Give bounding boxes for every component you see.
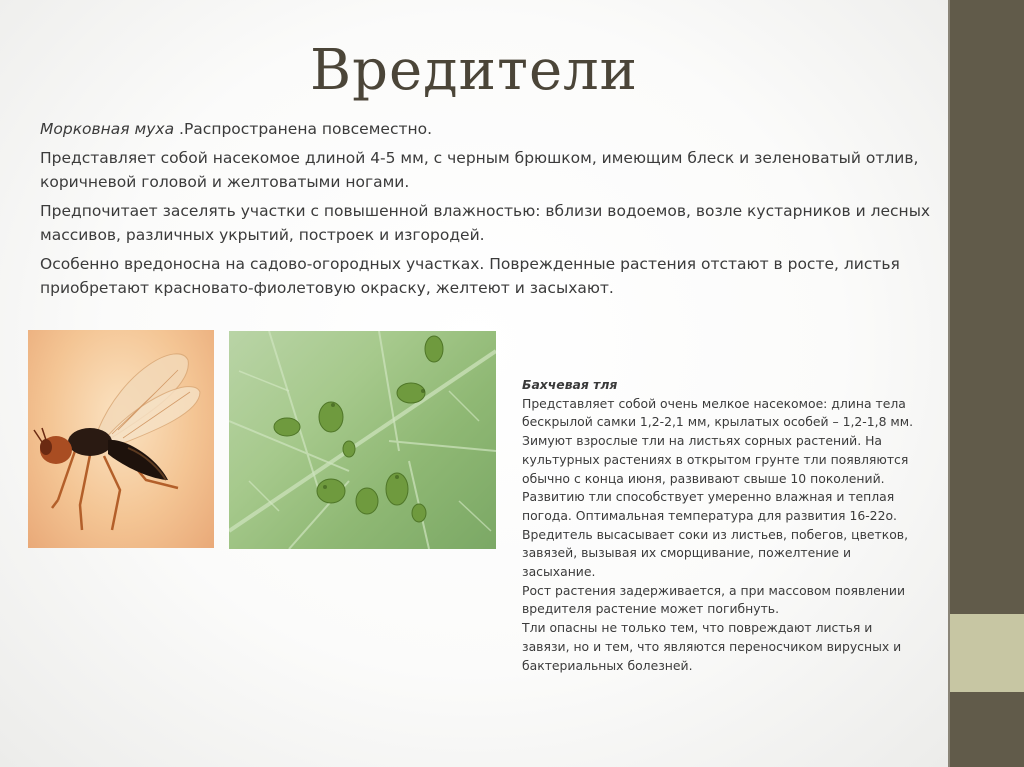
carrot-fly-paragraph-3: Особенно вредоносна на садово-огородных участках. Поврежденные растения отстают в росте, листья приобретают красновато-фиолетовую окраску, желтеют и засыхают.: [40, 255, 900, 297]
sidebar-decoration-middle: [950, 614, 1024, 692]
carrot-fly-intro-text: .Распространена повсеместно.: [174, 120, 433, 138]
melon-aphid-line-2: Зимуют взрослые тли на листьях сорных растений. На культурных растениях в открытом грунте тли появляются обычно с конца июня, развивают свыше 10 поколений.: [522, 433, 909, 486]
melon-aphid-line-3: Развитию тли способствует умеренно влажная и теплая погода. Оптимальная температура для развития 16-22о.: [522, 489, 897, 523]
melon-aphid-photo: [229, 331, 496, 549]
melon-aphid-title: Бахчевая тля: [522, 377, 618, 392]
carrot-fly-intro: [40, 117, 940, 141]
melon-aphid-line-4: Вредитель высасывает соки из листьев, побегов, цветков, завязей, вызывая их сморщивание, пожелтение и засыхание.: [522, 526, 909, 580]
sidebar-decoration-top: [950, 0, 1024, 614]
carrot-fly-description: [40, 117, 940, 305]
melon-aphid-line-5: Рост растения задерживается, а при массовом появлении вредителя растение может погибнуть.: [522, 582, 906, 617]
sidebar-decoration-bottom: [950, 692, 1024, 767]
carrot-fly-photo: [28, 330, 214, 548]
carrot-fly-illustration: [28, 330, 214, 548]
melon-aphid-line-1: Представляет собой очень мелкое насекомое: длина тела бескрылой самки 1,2-2,1 мм, крылатых особей – 1,2-1,8 мм.: [522, 395, 914, 430]
melon-aphid-line-6: Тли опасны не только тем, что повреждают листья и завязи, но и тем, что являются переносчиком вирусных и бактериальных болезней.: [522, 620, 902, 673]
slide-title: Вредители: [310, 38, 638, 103]
carrot-fly-paragraph-1: Представляет собой насекомое длиной 4-5 мм, с черным брюшком, имеющим блеск и зеленоватый отлив, коричневой головой и желтоватыми ногами.: [40, 149, 919, 191]
aphid-leaf-illustration: [229, 331, 496, 549]
melon-aphid-description: [522, 376, 922, 675]
carrot-fly-paragraph-2: Предпочитает заселять участки с повышенной влажностью: вблизи водоемов, возле кустарников и лесных массивов, различных укрытий, построек и изгородей.: [40, 202, 931, 244]
carrot-fly-name: Морковная муха: [40, 120, 175, 138]
